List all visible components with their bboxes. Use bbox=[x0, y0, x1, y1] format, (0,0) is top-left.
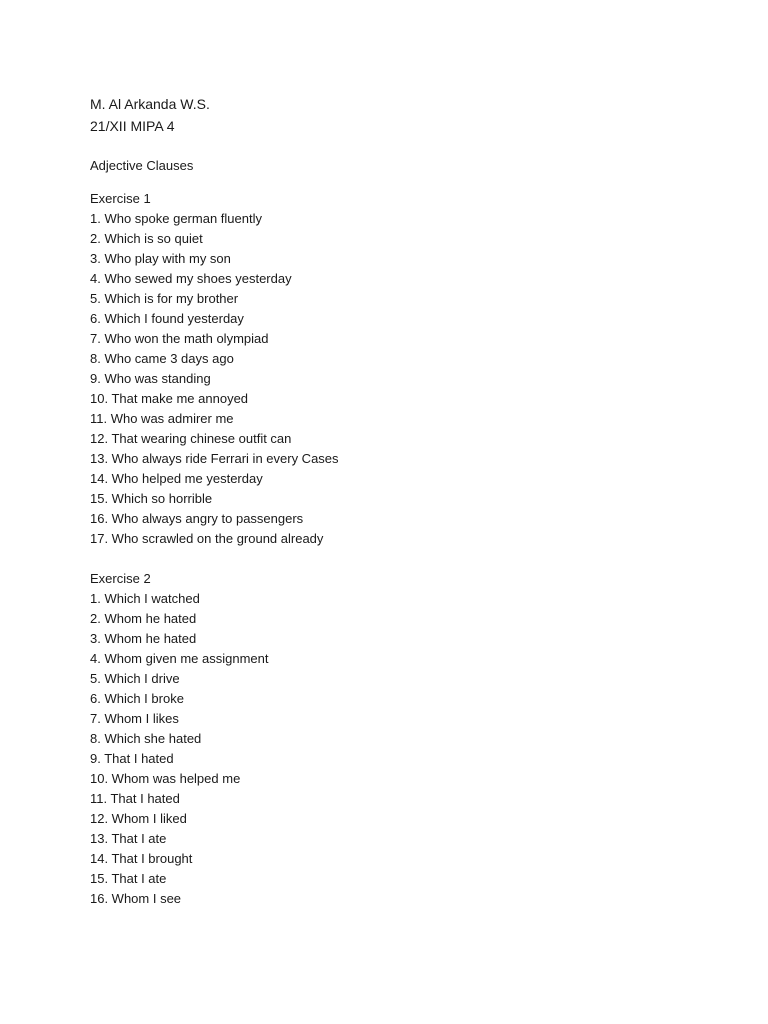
answer-item: 10. Whom was helped me bbox=[90, 771, 241, 786]
answer-item: 9. That I hated bbox=[90, 751, 174, 766]
answer-list bbox=[90, 209, 690, 549]
answer-item: 8. Which she hated bbox=[90, 731, 202, 746]
answer-list bbox=[90, 589, 690, 909]
exercise-sections bbox=[90, 189, 690, 909]
answer-item: 6. Which I found yesterday bbox=[90, 311, 244, 326]
answer-item: 15. That I ate bbox=[90, 871, 167, 886]
answer-item: 13. That I ate bbox=[90, 831, 167, 846]
exercise-section-1 bbox=[90, 189, 690, 549]
answer-item: 17. Who scrawled on the ground already bbox=[90, 531, 324, 546]
answer-item: 12. Whom I liked bbox=[90, 811, 187, 826]
answer-item: 4. Whom given me assignment bbox=[90, 651, 269, 666]
answer-item: 7. Whom I likes bbox=[90, 711, 179, 726]
answer-item: 11. That I hated bbox=[90, 791, 180, 806]
answer-item: 5. Which I drive bbox=[90, 671, 180, 686]
answer-item: 14. That I brought bbox=[90, 851, 193, 866]
answer-item: 2. Which is so quiet bbox=[90, 231, 203, 246]
exercise-heading: Exercise 2 bbox=[90, 571, 151, 586]
answer-item: 14. Who helped me yesterday bbox=[90, 471, 263, 486]
answer-item: 8. Who came 3 days ago bbox=[90, 351, 234, 366]
answer-item: 16. Who always angry to passengers bbox=[90, 511, 304, 526]
answer-item: 4. Who sewed my shoes yesterday bbox=[90, 271, 292, 286]
exercise-heading: Exercise 1 bbox=[90, 191, 151, 206]
answer-item: 2. Whom he hated bbox=[90, 611, 197, 626]
answer-item: 7. Who won the math olympiad bbox=[90, 331, 269, 346]
document-body bbox=[90, 93, 690, 909]
answer-item: 10. That make me annoyed bbox=[90, 391, 249, 406]
answer-item: 9. Who was standing bbox=[90, 371, 211, 386]
answer-item: 1. Who spoke german fluently bbox=[90, 211, 262, 226]
answer-item: 13. Who always ride Ferrari in every Cases bbox=[90, 451, 339, 466]
answer-item: 11. Who was admirer me bbox=[90, 411, 234, 426]
answer-item: 12. That wearing chinese outfit can bbox=[90, 431, 292, 446]
exercise-section-2 bbox=[90, 569, 690, 909]
student-name: M. Al Arkanda W.S. bbox=[90, 96, 210, 112]
answer-item: 1. Which I watched bbox=[90, 591, 200, 606]
answer-item: 15. Which so horrible bbox=[90, 491, 213, 506]
answer-item: 3. Whom he hated bbox=[90, 631, 197, 646]
answer-item: 16. Whom I see bbox=[90, 891, 182, 906]
answer-item: 6. Which I broke bbox=[90, 691, 184, 706]
document-title: Adjective Clauses bbox=[90, 158, 194, 173]
answer-item: 3. Who play with my son bbox=[90, 251, 231, 266]
class-info: 21/XII MIPA 4 bbox=[90, 118, 175, 134]
answer-item: 5. Which is for my brother bbox=[90, 291, 239, 306]
